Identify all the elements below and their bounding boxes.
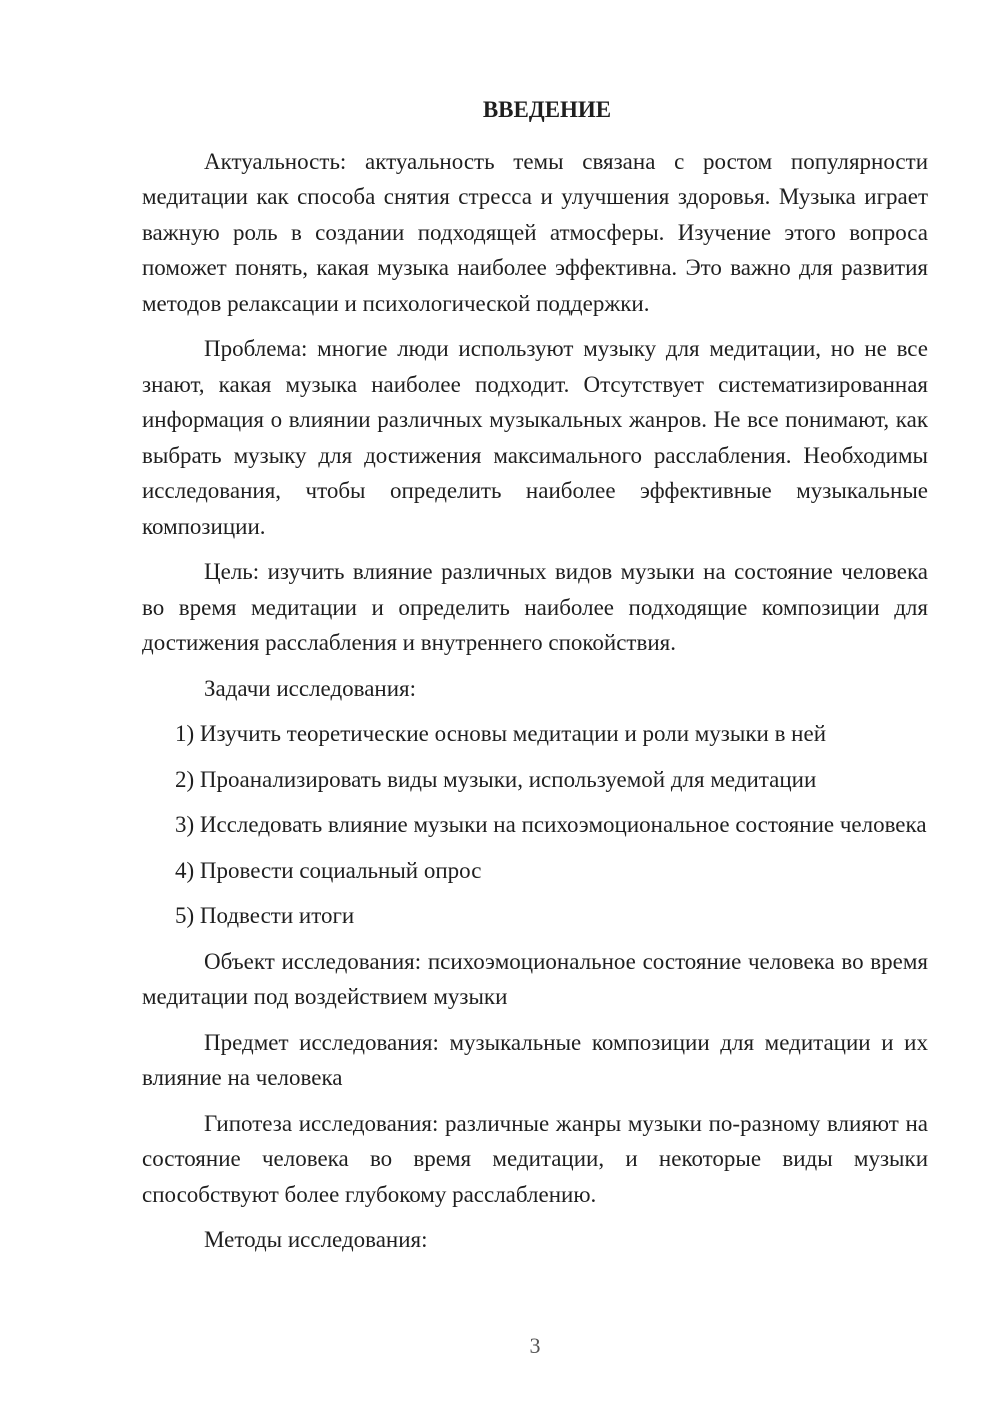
paragraph-methods-heading: Методы исследования:	[204, 1227, 428, 1252]
task-item-3: 3) Исследовать влияние музыки на психоэмоциональное состояние человека	[175, 812, 927, 837]
paragraph-goal: Цель: изучить влияние различных видов музыки на состояние человека во время медитации и определить наиболее подходящие композиции для достижения расслабления и внутреннего спокойствия.	[142, 559, 928, 655]
task-item-5: 5) Подвести итоги	[175, 903, 355, 928]
page-title: ВВЕДЕНИЕ	[482, 97, 612, 122]
paragraph-object: Объект исследования: психоэмоциональное состояние человека во время медитации под воздействием музыки	[142, 948, 928, 1009]
paragraph-relevance: Актуальность: актуальность темы связана с ростом популярности медитации как способа снятия стресса и улучшения здоровья. Музыка играет важную роль в создании подходящей атмосферы. Изучение этого вопроса поможет понять, какая музыка наиболее эффективна. Это важно для развития методов релаксации и психологической поддержки.	[142, 148, 928, 316]
task-item-4: 4) Провести социальный опрос	[175, 857, 482, 883]
page-number: 3	[529, 1333, 541, 1358]
task-item-1: 1) Изучить теоретические основы медитации и роли музыки в ней	[175, 721, 827, 746]
task-item-2: 2) Проанализировать виды музыки, используемой для медитации	[175, 766, 817, 792]
paragraph-subject: Предмет исследования: музыкальные композиции для медитации и их влияние на человека	[142, 1029, 928, 1090]
paragraph-problem: Проблема: многие люди используют музыку для медитации, но не все знают, какая музыка наиболее подходит. Отсутствует систематизированная информация о влиянии различных музыкальных жанров. Не все понимают, как выбрать музыку для достижения максимального расслабления. Необходимы исследования, чтобы определить наиболее эффективные музыкальные композиции.	[142, 336, 928, 539]
paragraph-tasks-heading: Задачи исследования:	[204, 675, 417, 701]
paragraph-hypothesis: Гипотеза исследования: различные жанры музыки по-разному влияют на состояние человека во время медитации, и некоторые виды музыки способствуют более глубокому расслаблению.	[142, 1110, 928, 1207]
page-content	[142, 92, 928, 1268]
